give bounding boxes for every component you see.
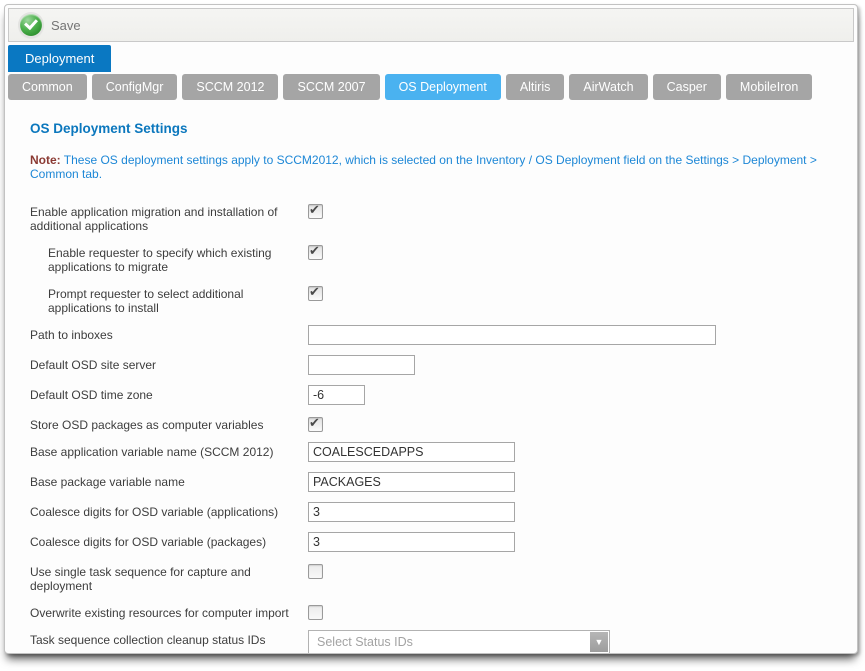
checkbox-checked-prompt-requester-to-select-additional-ap[interactable]	[308, 286, 323, 301]
form-row-coalesce-digits-for-osd-variable-package	[30, 532, 834, 552]
main-tab-row	[8, 45, 854, 72]
note-prefix: Note:	[30, 153, 61, 167]
save-button[interactable]	[20, 14, 81, 36]
checkbox-checked-store-osd-packages-as-computer-variables[interactable]	[308, 417, 323, 432]
settings-form	[30, 202, 834, 654]
form-row-prompt-requester-to-select-additional-ap	[30, 284, 834, 315]
field-label: Path to inboxes	[30, 328, 113, 342]
dropdown-arrow-button[interactable]	[590, 632, 608, 652]
input-coalesce-digits-for-osd-variable-applica[interactable]	[308, 502, 515, 522]
check-icon: ✔	[309, 243, 320, 258]
field-control	[308, 202, 323, 219]
checkbox-checked-enable-requester-to-specify-which-existi[interactable]	[308, 245, 323, 260]
field-label: Base package variable name	[30, 475, 185, 489]
main-tab-deployment[interactable]: Deployment	[8, 45, 111, 72]
field-control	[308, 385, 365, 405]
field-control	[308, 502, 515, 522]
form-row-path-to-inboxes	[30, 325, 834, 345]
input-default-osd-site-server[interactable]	[308, 355, 415, 375]
tab-sccm-2012[interactable]: SCCM 2012	[182, 74, 278, 100]
note-text	[30, 153, 834, 181]
tab-sccm-2007[interactable]: SCCM 2007	[283, 74, 379, 100]
note-body: These OS deployment settings apply to SCCM2012, which is selected on the Inventory / OS Deployment field on the Settings > Deployment > Common tab.	[30, 153, 817, 181]
form-row-base-package-variable-name	[30, 472, 834, 492]
field-label: Overwrite existing resources for computer import	[30, 606, 289, 620]
input-default-osd-time-zone[interactable]	[308, 385, 365, 405]
field-label: Enable requester to specify which existing applications to migrate	[48, 246, 272, 274]
tab-mobileiron[interactable]: MobileIron	[726, 74, 812, 100]
check-icon: ✔	[309, 202, 320, 217]
form-row-default-osd-time-zone	[30, 385, 834, 405]
form-row-enable-requester-to-specify-which-existi	[30, 243, 834, 274]
form-row-task-sequence-collection-cleanup-status-	[30, 630, 834, 654]
tab-configmgr[interactable]: ConfigMgr	[92, 74, 178, 100]
form-row-overwrite-existing-resources-for-compute	[30, 603, 834, 620]
input-coalesce-digits-for-osd-variable-package[interactable]	[308, 532, 515, 552]
field-control	[308, 562, 323, 579]
field-control	[308, 243, 323, 260]
toolbar	[8, 8, 854, 42]
tab-common[interactable]: Common	[8, 74, 87, 100]
form-row-store-osd-packages-as-computer-variables	[30, 415, 834, 432]
dropdown-placeholder: Select Status IDs	[317, 635, 413, 649]
field-label: Enable application migration and installation of additional applications	[30, 205, 278, 233]
checkbox-unchecked-use-single-task-sequence-for-capture-and[interactable]	[308, 564, 323, 579]
form-row-use-single-task-sequence-for-capture-and	[30, 562, 834, 593]
input-base-package-variable-name[interactable]	[308, 472, 515, 492]
tab-altiris[interactable]: Altiris	[506, 74, 565, 100]
field-control	[308, 532, 515, 552]
field-label: Coalesce digits for OSD variable (applications)	[30, 505, 279, 519]
field-control	[308, 442, 515, 462]
field-control	[308, 325, 716, 345]
save-button-label: Save	[51, 17, 81, 33]
field-label: Task sequence collection cleanup status IDs	[30, 633, 266, 647]
field-label: Default OSD time zone	[30, 388, 153, 402]
field-label: Prompt requester to select additional applications to install	[48, 287, 244, 315]
field-control	[308, 630, 610, 654]
settings-window	[4, 4, 858, 654]
form-row-coalesce-digits-for-osd-variable-applica	[30, 502, 834, 522]
tab-casper[interactable]: Casper	[653, 74, 721, 100]
input-base-application-variable-name-sccm-2012[interactable]	[308, 442, 515, 462]
sub-tab-row	[8, 74, 854, 100]
form-row-default-osd-site-server	[30, 355, 834, 375]
form-row-base-application-variable-name-sccm-2012	[30, 442, 834, 462]
dropdown-task-sequence-collection-cleanup-status-[interactable]	[308, 630, 610, 654]
form-row-enable-application-migration-and-install	[30, 202, 834, 233]
field-label: Base application variable name (SCCM 2012)	[30, 445, 274, 459]
field-label: Use single task sequence for capture and deployment	[30, 565, 251, 593]
tab-airwatch[interactable]: AirWatch	[569, 74, 647, 100]
tab-os-deployment[interactable]: OS Deployment	[385, 74, 501, 100]
settings-content	[8, 100, 854, 654]
checkbox-checked-enable-application-migration-and-install[interactable]	[308, 204, 323, 219]
page-title: OS Deployment Settings	[30, 121, 188, 136]
field-label: Store OSD packages as computer variables	[30, 418, 264, 432]
save-check-icon	[20, 14, 42, 36]
field-control	[308, 472, 515, 492]
check-icon: ✔	[309, 284, 320, 299]
field-label: Default OSD site server	[30, 358, 157, 372]
field-control	[308, 355, 415, 375]
field-control	[308, 603, 323, 620]
field-control	[308, 415, 323, 432]
input-path-to-inboxes[interactable]	[308, 325, 716, 345]
chevron-down-icon: ▼	[594, 636, 604, 647]
check-icon: ✔	[309, 415, 320, 430]
field-label: Coalesce digits for OSD variable (packages)	[30, 535, 267, 549]
field-control	[308, 284, 323, 301]
checkbox-unchecked-overwrite-existing-resources-for-compute[interactable]	[308, 605, 323, 620]
